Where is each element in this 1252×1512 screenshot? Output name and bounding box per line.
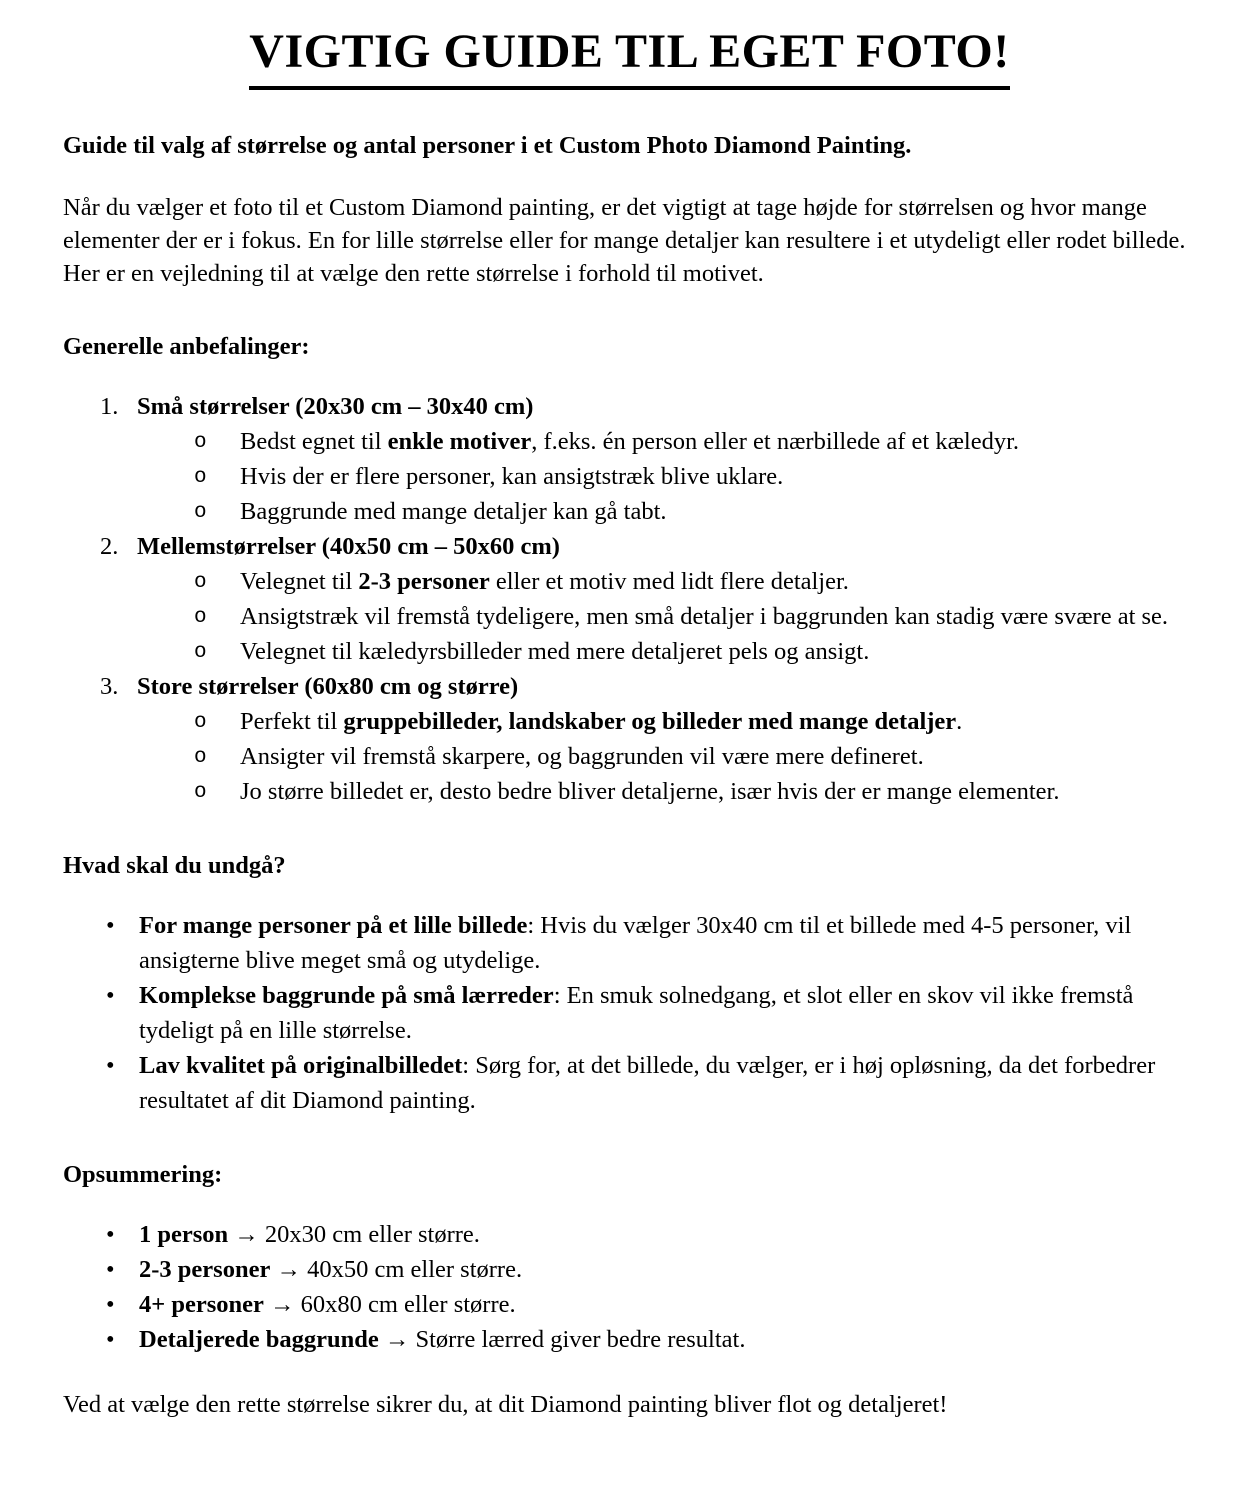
bullet-item-text: 4+ personer → 60x80 cm eller større. <box>139 1291 516 1318</box>
sub-bullet <box>63 634 1196 669</box>
numbered-item-heading: Mellemstørrelser (40x50 cm – 50x60 cm) <box>137 533 560 560</box>
sub-bullet-text: Perfekt til gruppebilleder, landskaber og billeder med mange detaljer. <box>240 708 963 735</box>
bullet-item-text: 2-3 personer → 40x50 cm eller større. <box>139 1256 523 1283</box>
bullet-item-text: Lav kvalitet på originalbilledet: Sørg for, at det billede, du vælger, er i høj opløsning, da det forbedrer resultatet af dit Diamond painting. <box>139 1052 1156 1114</box>
list-number: 3. <box>100 673 119 700</box>
numbered-item-small-sizes <box>63 389 1196 424</box>
sub-bullet-text: Ansigter vil fremstå skarpere, og baggrunden vil være mere defineret. <box>240 743 924 770</box>
general-recommendations-list <box>63 389 1196 809</box>
numbered-item-heading: Store størrelser (60x80 cm og større) <box>137 673 519 700</box>
section-heading-summary: Opsummering: <box>63 1161 223 1188</box>
sub-bullet <box>63 774 1196 809</box>
numbered-item-medium-sizes <box>63 529 1196 564</box>
sub-bullet <box>63 424 1196 459</box>
subtitle: Guide til valg af størrelse og antal personer i et Custom Photo Diamond Painting. <box>63 132 912 159</box>
avoid-list <box>63 908 1196 1118</box>
bullet-item-text: Komplekse baggrunde på små lærreder: En smuk solnedgang, et slot eller en skov vil ikke fremstå tydeligt på en lille størrelse. <box>139 982 1134 1044</box>
circle-bullet-marker: o <box>194 746 207 769</box>
circle-bullet-marker: o <box>194 606 207 629</box>
bullet-item <box>63 908 1196 978</box>
bullet-marker: • <box>106 1221 115 1248</box>
bullet-item <box>63 1252 1196 1287</box>
sub-bullet <box>63 459 1196 494</box>
sub-bullet <box>63 494 1196 529</box>
circle-bullet-marker: o <box>194 431 207 454</box>
bullet-item <box>63 1322 1196 1357</box>
section-heading-general: Generelle anbefalinger: <box>63 333 310 360</box>
sub-bullet-text: Baggrunde med mange detaljer kan gå tabt. <box>240 498 667 525</box>
document-title-text: VIGTIG GUIDE TIL EGET FOTO! <box>249 24 1009 90</box>
bullet-marker: • <box>106 1256 115 1283</box>
section-heading-avoid: Hvad skal du undgå? <box>63 852 286 879</box>
document-title <box>63 24 1196 90</box>
numbered-item-heading: Små størrelser (20x30 cm – 30x40 cm) <box>137 393 534 420</box>
summary-list <box>63 1217 1196 1357</box>
bullet-item-text: For mange personer på et lille billede: Hvis du vælger 30x40 cm til et billede med 4-5 personer, vil ansigterne blive meget små og utydelige. <box>139 912 1132 974</box>
bullet-marker: • <box>106 912 115 939</box>
sub-bullet-text: Hvis der er flere personer, kan ansigtstræk blive uklare. <box>240 463 784 490</box>
bullet-marker: • <box>106 982 115 1009</box>
sub-bullet <box>63 599 1196 634</box>
sub-bullet-text: Velegnet til 2-3 personer eller et motiv med lidt flere detaljer. <box>240 568 849 595</box>
sub-bullet-text: Velegnet til kæledyrsbilleder med mere detaljeret pels og ansigt. <box>240 638 870 665</box>
circle-bullet-marker: o <box>194 711 207 734</box>
sub-bullet-text: Ansigtstræk vil fremstå tydeligere, men små detaljer i baggrunden kan stadig være svære at se. <box>240 603 1169 630</box>
bullet-item-text: 1 person → 20x30 cm eller større. <box>139 1221 480 1248</box>
bullet-item <box>63 1048 1196 1118</box>
circle-bullet-marker: o <box>194 466 207 489</box>
bullet-marker: • <box>106 1291 115 1318</box>
sub-bullet <box>63 564 1196 599</box>
circle-bullet-marker: o <box>194 501 207 524</box>
bullet-marker: • <box>106 1052 115 1079</box>
bullet-marker: • <box>106 1326 115 1353</box>
intro-paragraph: Når du vælger et foto til et Custom Diamond painting, er det vigtigt at tage højde for størrelsen og hvor mange elementer der er i fokus. En for lille størrelse eller for mange detaljer kan resultere i et utydeligt eller rodet billede. Her er en vejledning til at vælge den rette størrelse i forhold til motivet. <box>63 194 1186 287</box>
list-number: 2. <box>100 533 119 560</box>
closing-paragraph: Ved at vælge den rette størrelse sikrer du, at dit Diamond painting bliver flot og detaljeret! <box>63 1391 948 1418</box>
list-number: 1. <box>100 393 119 420</box>
circle-bullet-marker: o <box>194 641 207 664</box>
circle-bullet-marker: o <box>194 571 207 594</box>
bullet-item <box>63 1217 1196 1252</box>
bullet-item <box>63 1287 1196 1322</box>
circle-bullet-marker: o <box>194 781 207 804</box>
sub-bullet <box>63 739 1196 774</box>
sub-bullet-text: Jo større billedet er, desto bedre bliver detaljerne, især hvis der er mange elementer. <box>240 778 1060 805</box>
bullet-item <box>63 978 1196 1048</box>
numbered-item-large-sizes <box>63 669 1196 704</box>
sub-bullet <box>63 704 1196 739</box>
bullet-item-text: Detaljerede baggrunde → Større lærred giver bedre resultat. <box>139 1326 746 1353</box>
sub-bullet-text: Bedst egnet til enkle motiver, f.eks. én person eller et nærbillede af et kæledyr. <box>240 428 1020 455</box>
